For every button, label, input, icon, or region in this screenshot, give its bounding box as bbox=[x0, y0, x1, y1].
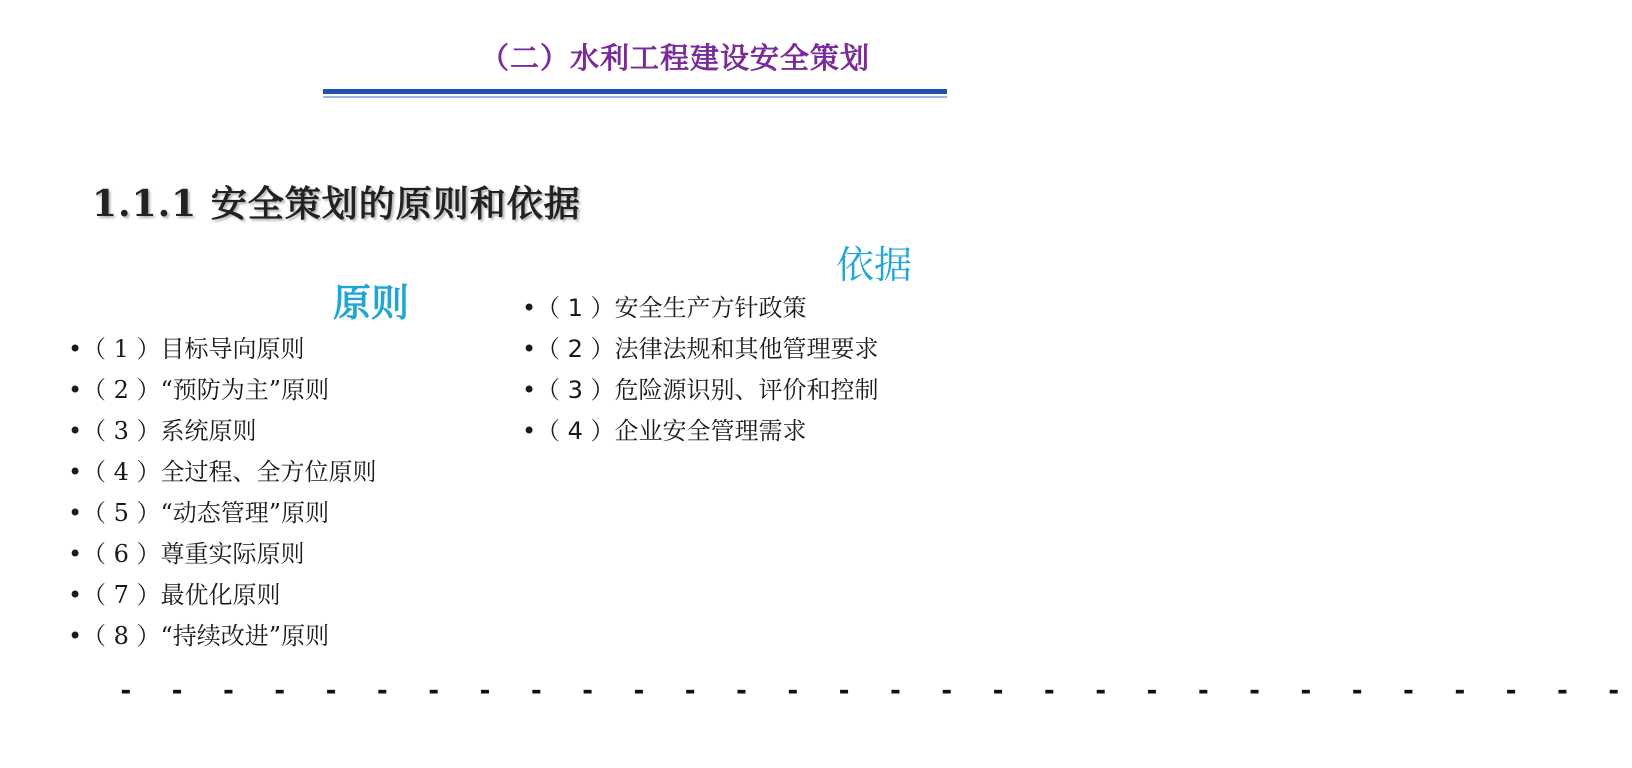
basis-item-1: （ 1 ）安全生产方针政策 bbox=[536, 294, 807, 322]
basis-item-2: （ 2 ）法律法规和其他管理要求 bbox=[536, 335, 879, 363]
bullet-icon: • bbox=[522, 376, 537, 404]
bullet-icon: • bbox=[68, 335, 83, 363]
list-item bbox=[68, 534, 488, 575]
principles-heading: 原则 bbox=[333, 281, 410, 325]
bullet-icon: • bbox=[68, 417, 83, 445]
list-item bbox=[68, 452, 488, 493]
principle-item-5: （ 5 ）“动态管理”原则 bbox=[82, 499, 330, 527]
list-item bbox=[522, 370, 962, 411]
principle-item-8: （ 8 ）“持续改进”原则 bbox=[82, 622, 330, 650]
bullet-icon: • bbox=[68, 622, 83, 650]
header-title: （二）水利工程建设安全策划 bbox=[479, 41, 870, 75]
basis-item-4: （ 4 ）企业安全管理需求 bbox=[536, 417, 807, 445]
bullet-icon: • bbox=[522, 294, 537, 322]
principles-list bbox=[68, 329, 488, 657]
bullet-icon: • bbox=[68, 499, 83, 527]
principle-item-2: （ 2 ）“预防为主”原则 bbox=[82, 376, 330, 404]
list-item bbox=[68, 329, 488, 370]
principle-item-6: （ 6 ）尊重实际原则 bbox=[82, 540, 305, 568]
bullet-icon: • bbox=[522, 335, 537, 363]
principle-item-7: （ 7 ）最优化原则 bbox=[82, 581, 281, 609]
bullet-icon: • bbox=[68, 540, 83, 568]
principle-item-3: （ 3 ）系统原则 bbox=[82, 417, 257, 445]
list-item bbox=[522, 288, 962, 329]
header-rule bbox=[323, 89, 947, 94]
bullet-icon: • bbox=[68, 376, 83, 404]
list-item bbox=[68, 370, 488, 411]
footer-dashed-divider: - - - - - - - - - - - - - - - - - - - - - - - - - - - - - - bbox=[118, 676, 1632, 706]
header-rule-underline bbox=[323, 96, 947, 98]
bullet-icon: • bbox=[68, 458, 83, 486]
basis-heading: 依据 bbox=[836, 243, 913, 287]
list-item bbox=[68, 493, 488, 534]
list-item bbox=[68, 575, 488, 616]
principle-item-1: （ 1 ）目标导向原则 bbox=[82, 335, 305, 363]
basis-item-3: （ 3 ）危险源识别、评价和控制 bbox=[536, 376, 879, 404]
list-item bbox=[68, 411, 488, 452]
list-item bbox=[68, 616, 488, 657]
principle-item-4: （ 4 ）全过程、全方位原则 bbox=[82, 458, 377, 486]
section-title: 1.1.1 安全策划的原则和依据 bbox=[92, 183, 581, 225]
bullet-icon: • bbox=[68, 581, 83, 609]
basis-list bbox=[522, 288, 962, 452]
list-item bbox=[522, 329, 962, 370]
bullet-icon: • bbox=[522, 417, 537, 445]
list-item bbox=[522, 411, 962, 452]
